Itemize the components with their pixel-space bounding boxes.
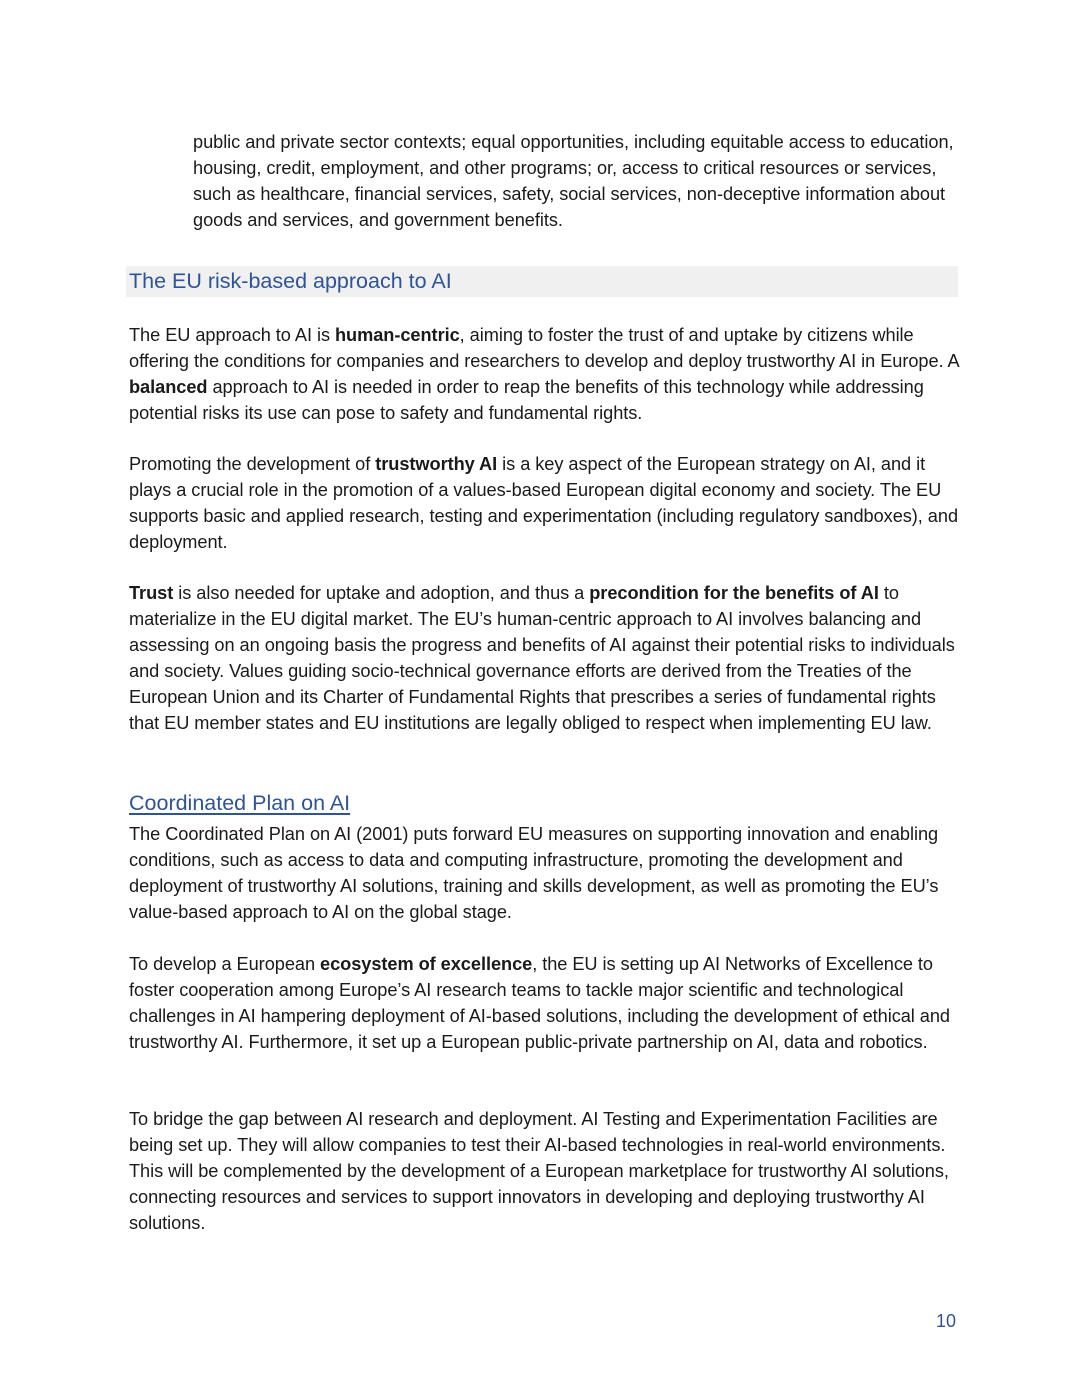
bold-text-run: precondition for the benefits of AI <box>589 583 879 603</box>
text-run: , the EU is setting up AI Networks of Excellence to foster cooperation among Europe’s AI research teams to tackle major scientific and technological challenges in AI hampering deployment of AI-based solutions, including the development of ethical and trustworthy AI. Furthermore, it set up a European public-private partnership on AI, data and robotics. <box>129 954 950 1052</box>
page-number: 10 <box>935 1311 956 1331</box>
text-run: The EU approach to AI is <box>129 325 335 345</box>
bold-text-run: Trust <box>129 583 174 603</box>
section-heading-eu-approach: The EU risk-based approach to AI <box>126 266 958 297</box>
text-run: , aiming to foster the trust of and uptake by citizens while offering the conditions for companies and researchers to develop and deploy trustworthy AI in Europe. A <box>129 325 959 371</box>
text-run: is a key aspect of the European strategy on AI, and it plays a crucial role in the promotion of a values-based European digital economy and society. The EU supports basic and applied research, testing and experimentation (including regulatory sandboxes), and deployment. <box>129 454 959 552</box>
text-run: is also needed for uptake and adoption, and thus a <box>173 583 590 603</box>
bold-text-run: trustworthy AI <box>375 454 498 474</box>
intro-text: public and private sector contexts; equal opportunities, including equitable access to education, housing, credit, employment, and other programs; or, access to critical resources or services, such as healthcare, financial services, safety, social services, non-deceptive information about goods and services, and government benefits. <box>193 132 954 230</box>
text-run: Promoting the development of <box>129 454 376 474</box>
plan-paragraph-3 <box>129 1107 961 1237</box>
plan-paragraph-2 <box>129 952 961 1056</box>
text-run: approach to AI is needed in order to reap the benefits of this technology while addressing potential risks its use can pose to safety and fundamental rights. <box>129 376 924 423</box>
text-run: The Coordinated Plan on AI (2001) puts forward EU measures on supporting innovation and enabling conditions, such as access to data and computing infrastructure, promoting the development and deployment of trustworthy AI solutions, training and skills development, as well as promoting the EU’s value-based approach to AI on the global stage. <box>129 824 939 922</box>
text-run: To develop a European <box>129 954 321 974</box>
bold-text-run: human-centric <box>335 325 460 345</box>
intro-paragraph <box>193 130 963 234</box>
eu-paragraph-2 <box>129 452 961 556</box>
eu-paragraph-1 <box>129 323 961 427</box>
text-run: to materialize in the EU digital market. The EU’s human-centric approach to AI involves balancing and assessing on an ongoing basis the progress and benefits of AI against their potential risks to individuals and society. Values guiding socio-technical governance efforts are derived from the Treaties of the European Union and its Charter of Fundamental Rights that prescribes a series of fundamental rights that EU member states and EU institutions are legally obliged to respect when implementing EU law. <box>129 583 955 733</box>
eu-paragraph-3 <box>129 581 961 736</box>
plan-paragraph-1 <box>129 822 961 926</box>
bold-text-run: balanced <box>129 376 208 397</box>
text-run: To bridge the gap between AI research and deployment. AI Testing and Experimentation Facilities are being set up. They will allow companies to test their AI-based technologies in real-world environments. This will be complemented by the development of a European marketplace for trustworthy AI solutions, connecting resources and services to support innovators in developing and deploying trustworthy AI solutions. <box>129 1109 949 1233</box>
bold-text-run: ecosystem of excellence <box>320 954 533 974</box>
coordinated-plan-heading-link[interactable]: Coordinated Plan on AI <box>129 791 351 815</box>
